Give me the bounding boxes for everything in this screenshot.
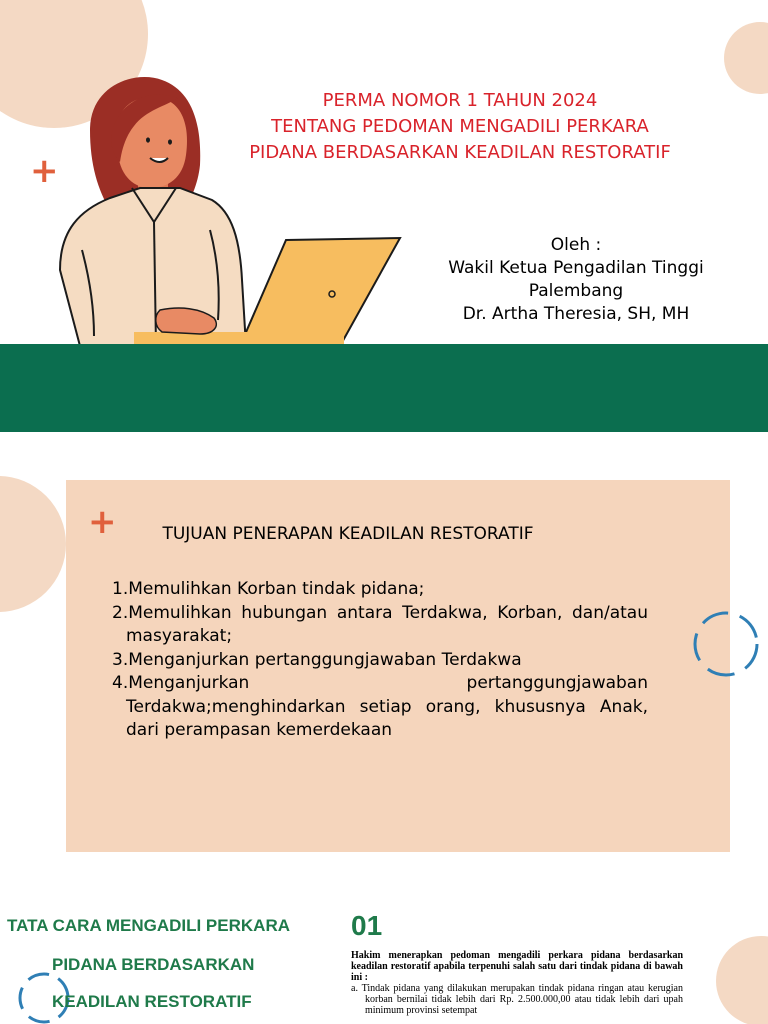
decor-circle-left xyxy=(0,476,66,612)
presentation-title xyxy=(200,88,720,166)
goal-item: 2.Memulihkan hubungan antara Terdakwa, Korban, dan/atau masyarakat; xyxy=(112,602,648,646)
goal-item: 1.Memulihkan Korban tindak pidana; xyxy=(112,579,425,599)
eye-right xyxy=(168,139,172,144)
procedure-slide xyxy=(0,882,768,1024)
procedure-title-line: TATA CARA MENGADILI PERKARA xyxy=(7,916,290,935)
presenter-name: Dr. Artha Theresia, SH, MH xyxy=(462,304,690,324)
goal-item: 3.Menganjurkan pertanggungjawaban Terdakwa xyxy=(112,649,522,670)
presenter-byline xyxy=(420,234,732,326)
goals-slide xyxy=(0,432,768,882)
title-line: PIDANA BERDASARKAN KEADILAN RESTORATIF xyxy=(249,142,671,163)
plus-icon: + xyxy=(30,151,59,191)
decor-circle-right xyxy=(716,936,768,1024)
goals-list xyxy=(112,578,648,743)
goal-item: 4.Menganjurkan pertanggungjawaban Terdakwa;menghindarkan setiap orang, khususnya Anak, dari perampasan kemerdekaan xyxy=(112,673,648,740)
procedure-rules xyxy=(351,950,683,1016)
rules-intro: Hakim menerapkan pedoman mengadili perkara pidana berdasarkan keadilan restoratif apabila terpenuhi salah satu dari tindak pidana di bawah ini : xyxy=(351,950,683,983)
byline-position: Wakil Ketua Pengadilan Tinggi xyxy=(448,258,704,278)
byline-oleh: Oleh : xyxy=(550,235,602,255)
eye-left xyxy=(146,137,150,142)
dashed-circle-icon xyxy=(690,608,762,680)
plus-icon: + xyxy=(88,502,117,542)
laptop-screen xyxy=(240,238,400,346)
section-number: 01 xyxy=(351,910,383,941)
rules-item: a. Tindak pidana yang dilakukan merupakan tindak pidana ringan atau kerugian korban bernilai tidak lebih dari Rp. 2.500.000,00 atau tidak lebih dari upah minimum provinsi setempat xyxy=(351,983,683,1016)
procedure-title-line: KEADILAN RESTORATIF xyxy=(52,992,252,1011)
goals-heading: TUJUAN PENERAPAN KEADILAN RESTORATIF xyxy=(162,524,534,544)
shirt-shape xyxy=(60,188,246,346)
title-line: PERMA NOMOR 1 TAHUN 2024 xyxy=(322,90,598,111)
title-slide xyxy=(0,0,768,432)
green-footer-band xyxy=(0,344,768,432)
decor-circle-top-right xyxy=(724,22,768,94)
byline-city: Palembang xyxy=(528,281,624,301)
title-line: TENTANG PEDOMAN MENGADILI PERKARA xyxy=(271,116,649,137)
procedure-title-line: PIDANA BERDASARKAN xyxy=(52,955,255,974)
